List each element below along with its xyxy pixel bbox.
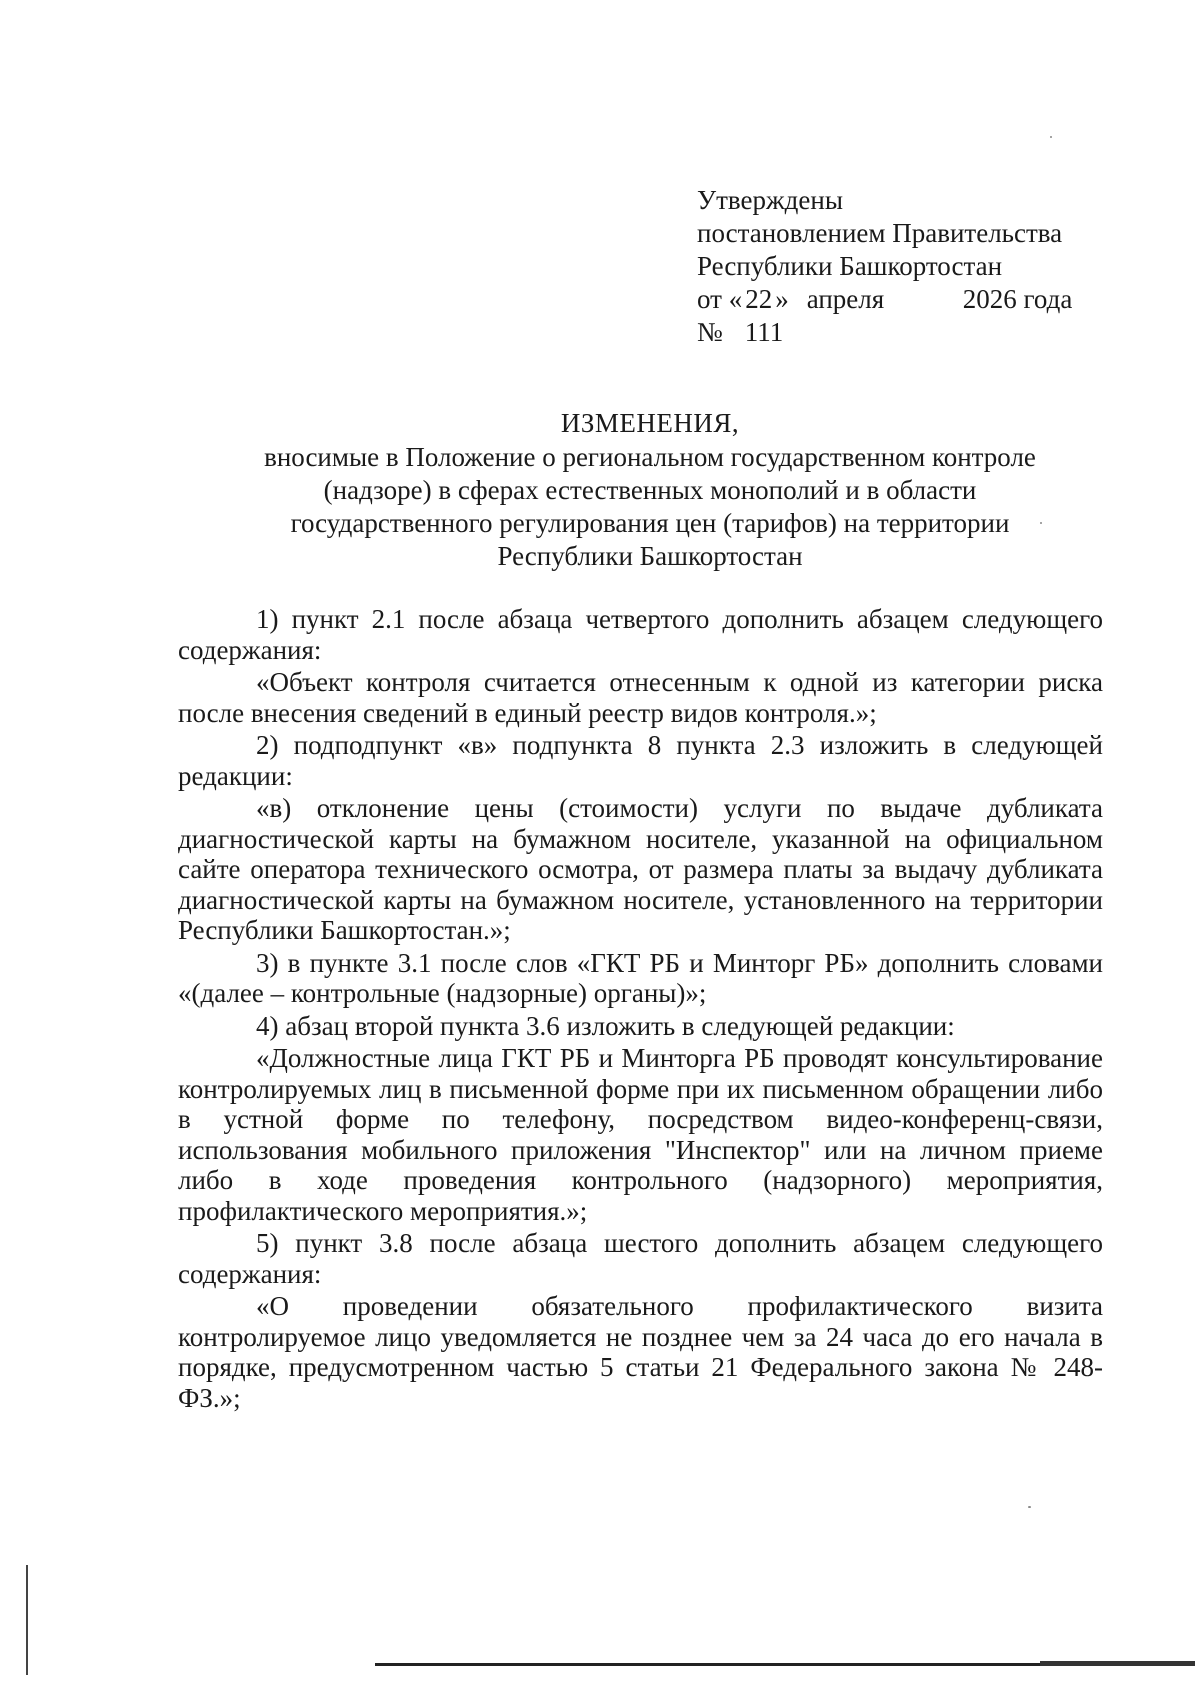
amendment-paragraph: «Объект контроля считается отнесенным к одной из категории риска после внесения сведений в единый реестр видов контроля.»; <box>178 667 1103 728</box>
document-body <box>178 604 1103 1415</box>
scan-speck <box>1040 522 1042 524</box>
amendment-paragraph: 1) пункт 2.1 после абзаца четвертого дополнить абзацем следующего содержания: <box>178 604 1103 665</box>
document-subtitle-line: Республики Башкортостан <box>497 541 803 571</box>
approval-date-year: 2026 года <box>962 284 1073 314</box>
scan-speck <box>1050 136 1052 138</box>
scan-bottom-line-thick <box>1040 1661 1195 1666</box>
approval-date <box>697 283 1117 316</box>
scan-edge-mark <box>26 1565 28 1675</box>
amendment-paragraph: 3) в пункте 3.1 после слов «ГКТ РБ и Минторг РБ» дополнить словами «(далее – контрольные (надзорные) органы)»; <box>178 947 1103 1008</box>
document-subtitle-line: государственного регулирования цен (тарифов) на территории <box>290 508 1010 538</box>
document-title <box>170 407 1130 573</box>
approval-block <box>697 184 1117 349</box>
amendment-paragraph: «О проведении обязательного профилактического визита контролируемое лицо уведомляется не позднее чем за 24 часа до его начала в порядке, предусмотренном частью 5 статьи 21 Федерального закона № 248-ФЗ.»; <box>178 1291 1103 1413</box>
approval-line-resolution: постановлением Правительства <box>697 218 1063 248</box>
amendment-paragraph: «в) отклонение цены (стоимости) услуги по выдаче дубликата диагностической карты на бумажном носителе, указанной на официальном сайте оператора технического осмотра, от размера платы за выдачу дубликата диагностической карты на бумажном носителе, установленного на территории Республики Башкортостан.»; <box>178 793 1103 945</box>
document-subtitle-line: (надзоре) в сферах естественных монополий и в области <box>323 475 977 505</box>
approval-number <box>697 316 1117 349</box>
approval-date-prefix: от « <box>697 284 743 314</box>
approval-date-month: апреля <box>806 284 885 314</box>
amendment-paragraph: 5) пункт 3.8 после абзаца шестого дополнить абзацем следующего содержания: <box>178 1228 1103 1289</box>
approval-line-approved: Утверждены <box>697 185 843 215</box>
approval-line-republic: Республики Башкортостан <box>697 251 1003 281</box>
approval-date-day: 22 <box>745 284 773 314</box>
approval-number-value: 111 <box>744 317 784 347</box>
amendment-paragraph: 2) подподпункт «в» подпункта 8 пункта 2.3 изложить в следующей редакции: <box>178 730 1103 791</box>
document-subtitle-line: вносимые в Положение о региональном государственном контроле <box>264 442 1036 472</box>
approval-number-sign: № <box>697 317 723 347</box>
amendment-paragraph: 4) абзац второй пункта 3.6 изложить в следующей редакции: <box>256 1010 955 1041</box>
approval-date-close: » <box>775 284 789 314</box>
amendment-paragraph: «Должностные лица ГКТ РБ и Минторга РБ проводят консультирование контролируемых лиц в письменной форме при их письменном обращении либо в устной форме по телефону, посредством видео-конференц-связи, использования мобильного приложения "Инспектор" или на личном приеме либо в ходе проведения контрольного (надзорного) мероприятия, профилактического мероприятия.»; <box>178 1043 1103 1226</box>
scan-speck <box>1028 1506 1031 1508</box>
document-heading: ИЗМЕНЕНИЯ, <box>560 408 740 438</box>
